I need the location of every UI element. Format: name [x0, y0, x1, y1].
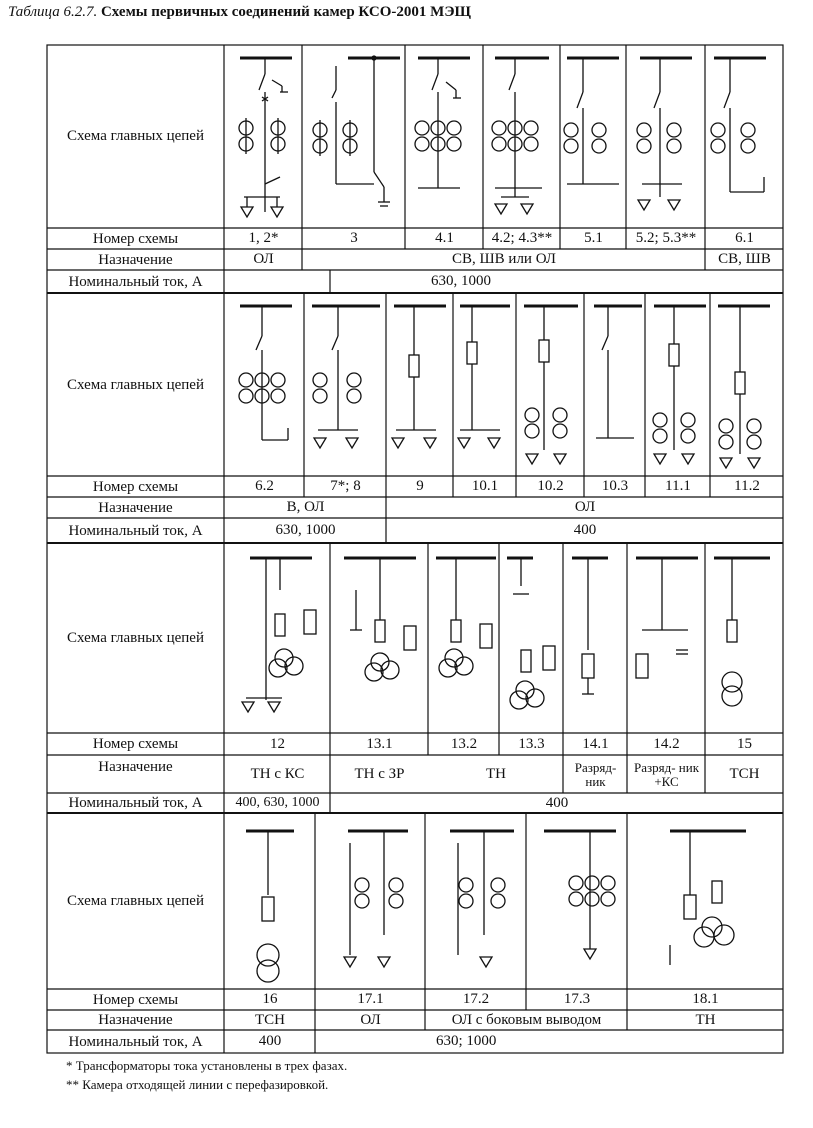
- current-value: 400: [258, 1033, 282, 1050]
- scheme-number: 11.1: [665, 478, 691, 495]
- label-scheme-4: Схема главных цепей: [67, 893, 204, 910]
- label-scheme-3: Схема главных цепей: [67, 630, 204, 647]
- footnote-1: * Трансформаторы тока установлены в трех фазах.: [66, 1058, 348, 1073]
- label-current-4: Номинальный ток, А: [68, 1033, 203, 1050]
- purpose-value: ОЛ: [253, 251, 274, 268]
- label-purpose-2: Назначение: [98, 499, 173, 516]
- current-value: 400: [573, 522, 597, 539]
- scheme-number: 9: [416, 478, 424, 495]
- footnote-2: ** Камера отходящей линии с перефазировкой.: [66, 1077, 329, 1092]
- label-number-2: Номер схемы: [92, 478, 179, 495]
- scheme-number: 17.1: [357, 991, 384, 1008]
- scheme-number: 10.3: [601, 478, 629, 495]
- label-number-1: Номер схемы: [92, 230, 179, 247]
- scheme-number: 10.2: [537, 478, 564, 495]
- purpose-value: ТН: [486, 765, 506, 782]
- scheme-number: 3: [350, 230, 358, 247]
- label-scheme-1: Схема главных цепей: [67, 128, 204, 145]
- current-value: 630; 1000: [436, 1033, 497, 1050]
- current-value: 630, 1000: [431, 273, 491, 290]
- purpose-value: СВ, ШВ: [718, 251, 771, 268]
- scheme-number: 14.2: [653, 735, 680, 752]
- scheme-number: 6.2: [255, 478, 274, 495]
- purpose-value: ТСН: [255, 1011, 285, 1028]
- scheme-number: 1, 2*: [248, 230, 279, 247]
- table-number: Таблица 6.2.7.: [8, 4, 98, 20]
- purpose-value: ТН с КС: [250, 765, 305, 782]
- scheme-number: 17.2: [462, 991, 490, 1008]
- purpose-value: В, ОЛ: [286, 499, 325, 516]
- label-current-3: Номинальный ток, А: [68, 795, 203, 812]
- scheme-number: 5.1: [584, 230, 603, 247]
- scheme-number: 13.1: [366, 735, 393, 752]
- label-number-3: Номер схемы: [92, 736, 179, 753]
- scheme-number: 13.3: [518, 735, 545, 752]
- purpose-value: ОЛ: [574, 499, 596, 516]
- current-value: 630, 1000: [275, 522, 336, 539]
- purpose-value: ТСН: [729, 765, 760, 782]
- current-value: [225, 271, 330, 293]
- label-purpose-4: Назначение: [98, 1012, 173, 1029]
- scheme-number: 5.2; 5.3**: [635, 230, 697, 247]
- scheme-number: 4.1: [435, 230, 454, 247]
- scheme-number: 15: [737, 735, 752, 752]
- scheme-number: 18.1: [692, 991, 719, 1008]
- current-value: 400, 630, 1000: [235, 795, 320, 811]
- scheme-number: 10.1: [471, 478, 499, 495]
- purpose-value: СВ, ШВ или ОЛ: [452, 251, 556, 268]
- purpose-value: ОЛ: [360, 1011, 381, 1028]
- current-value: 400: [545, 794, 569, 811]
- scheme-number: 7*; 8: [330, 478, 361, 495]
- scheme-number: 12: [270, 735, 285, 752]
- scheme-number: 11.2: [734, 478, 760, 495]
- purpose-value: ТН с ЗР: [354, 765, 405, 782]
- scheme-number: 16: [262, 991, 278, 1008]
- label-purpose-3: Назначение: [98, 758, 173, 775]
- scheme-number: 14.1: [582, 735, 609, 752]
- scheme-number: 6.1: [735, 230, 754, 247]
- scheme-number: 4.2; 4.3**: [491, 230, 553, 247]
- label-current-2: Номинальный ток, А: [68, 522, 203, 539]
- label-scheme-2: Схема главных цепей: [67, 376, 204, 393]
- scheme-number: 13.2: [450, 735, 478, 752]
- label-number-4: Номер схемы: [92, 991, 179, 1008]
- table-title: Схемы первичных соединений камер КСО-2001 МЭЩ: [100, 4, 471, 20]
- purpose-value: Разряд- ник: [574, 759, 617, 789]
- purpose-value: ТН: [695, 1011, 716, 1028]
- purpose-value: ОЛ с боковым выводом: [451, 1011, 602, 1028]
- label-current-1: Номинальный ток, А: [68, 273, 203, 290]
- purpose-value: Разряд- ник +КС: [633, 759, 700, 789]
- label-purpose-1: Назначение: [98, 251, 173, 268]
- scheme-number: 17.3: [563, 991, 591, 1008]
